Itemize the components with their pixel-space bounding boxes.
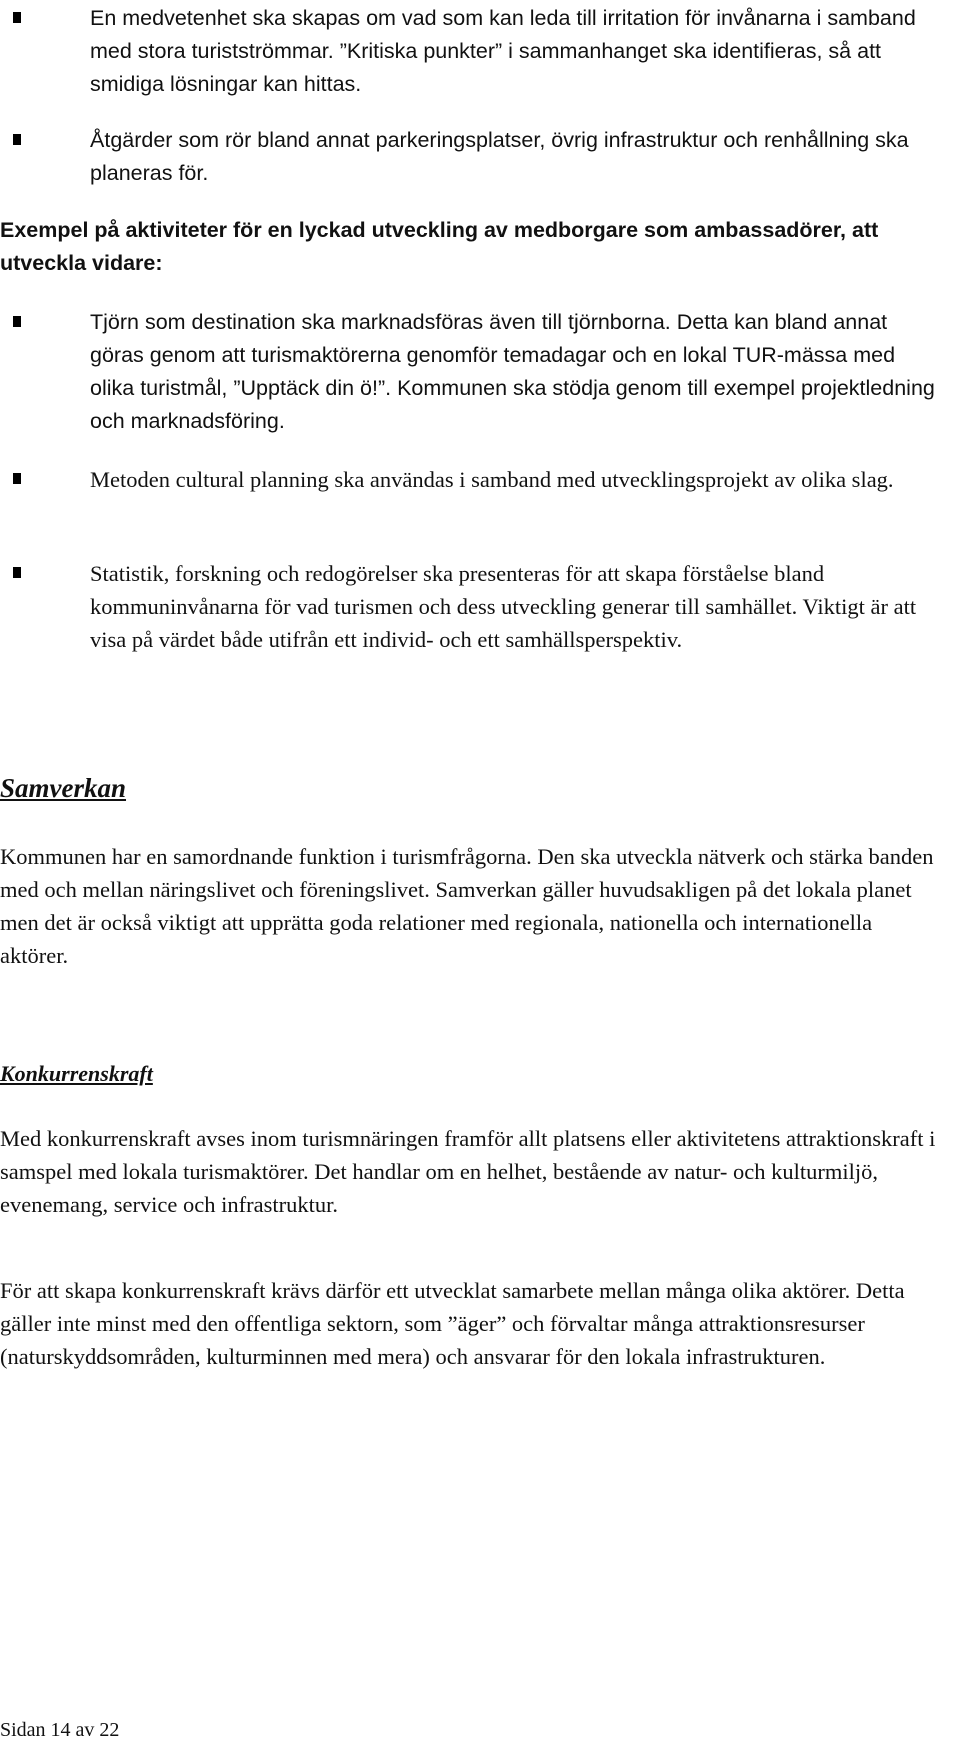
bullet-square-icon xyxy=(13,567,21,578)
bullet-text: En medvetenhet ska skapas om vad som kan leda till irritation för invånarna i samband med stora turistströmmar. ”Kritiska punkter” i sammanhanget ska identifieras, så att smidiga lösningar kan hittas. xyxy=(90,6,916,96)
bullet-text: Tjörn som destination ska marknadsföras även till tjörnborna. Detta kan bland annat göras genom att turismaktörerna genomför temadagar och en lokal TUR-mässa med olika turistmål, ”Upptäck din ö!”. Kommunen ska stödja genom till exempel projektledning och marknadsföring. xyxy=(90,310,935,433)
bullet-square-icon xyxy=(13,134,21,145)
page-number-footer: Sidan 14 av 22 xyxy=(0,1719,120,1741)
bullet-text: Åtgärder som rör bland annat parkeringsplatser, övrig infrastruktur och renhållning ska planeras för. xyxy=(90,128,909,185)
samverkan-paragraph: Kommunen har en samordnande funktion i turismfrågorna. Den ska utveckla nätverk och stärka banden med och mellan näringslivet och föreningslivet. Samverkan gäller huvudsakligen på det lokala planet men det är också viktigt att upprätta goda relationer med regionala, nationella och internationella aktörer. xyxy=(0,844,934,968)
bullet-square-icon xyxy=(13,316,21,327)
section-heading-konkurrenskraft: Konkurrenskraft xyxy=(0,1061,153,1086)
bullet-square-icon xyxy=(13,473,21,484)
bullet-square-icon xyxy=(13,12,21,23)
bullet-text: Statistik, forskning och redogörelser ska presenteras för att skapa förståelse bland kommuninvånarna för vad turismen och dess utveckling generar till samhället. Viktigt är att visa på värdet både utifrån ett individ- och ett samhällsperspektiv. xyxy=(90,561,917,652)
bullet-text: Metoden cultural planning ska användas i samband med utvecklingsprojekt av olika slag. xyxy=(90,467,894,492)
konkurrenskraft-paragraph-2: För att skapa konkurrenskraft krävs därför ett utvecklat samarbete mellan många olika aktörer. Detta gäller inte minst med den offentliga sektorn, som ”äger” och förvaltar många attraktionsresurser (naturskyddsområden, kulturminnen med mera) och ansvarar för den lokala infrastrukturen. xyxy=(0,1278,905,1369)
section-heading-samverkan: Samverkan xyxy=(0,773,127,803)
subheading: Exempel på aktiviteter för en lyckad utveckling av medborgare som ambassadörer, att utveckla vidare: xyxy=(0,218,879,275)
konkurrenskraft-paragraph-1: Med konkurrenskraft avses inom turismnäringen framför allt platsens eller aktivitetens attraktionskraft i samspel med lokala turismaktörer. Det handlar om en helhet, bestående av natur- och kulturmiljö, evenemang, service och infrastruktur. xyxy=(0,1126,936,1217)
